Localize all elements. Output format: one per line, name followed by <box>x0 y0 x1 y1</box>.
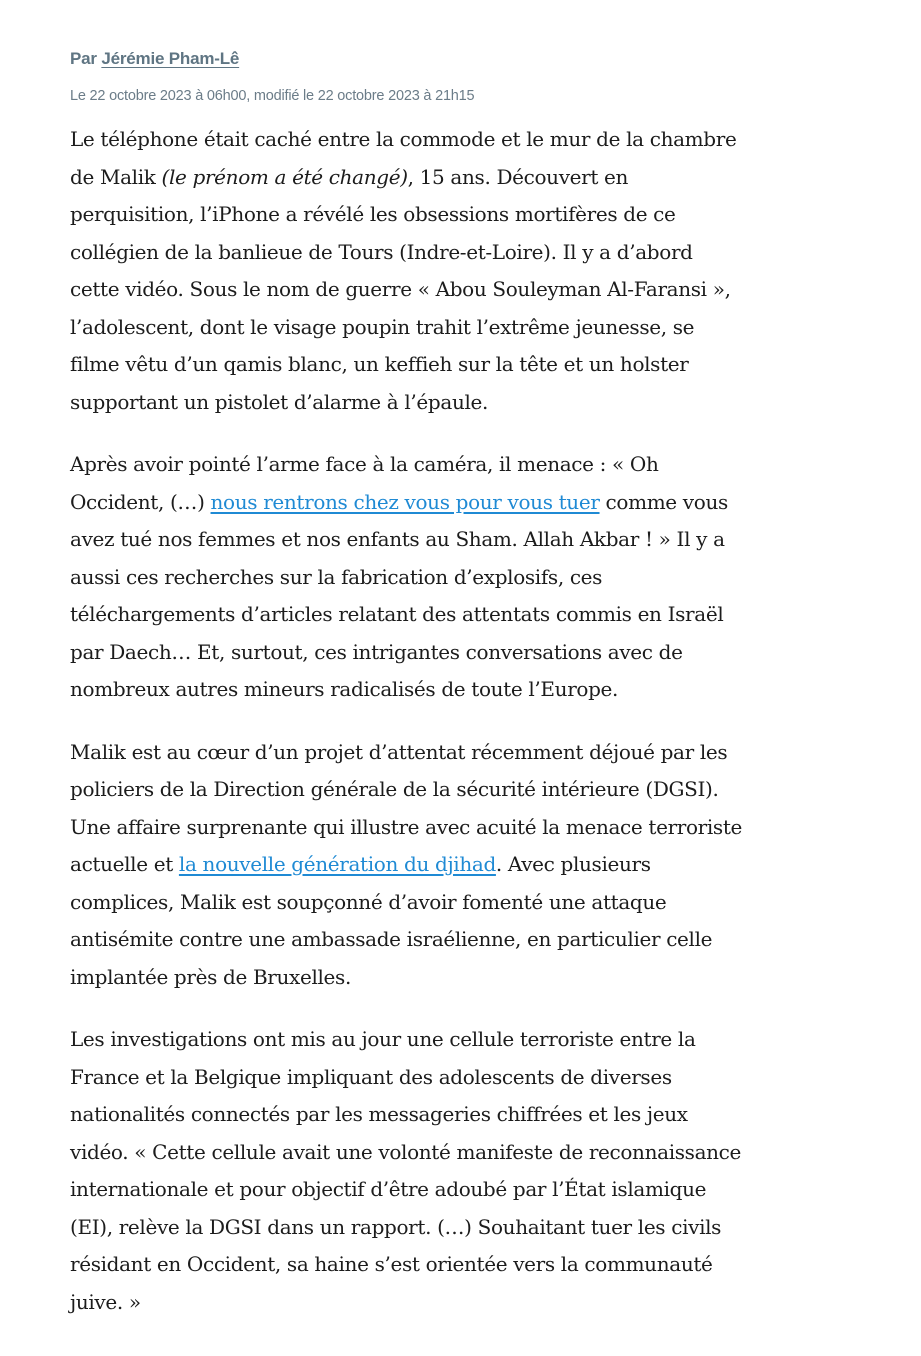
paragraph-line: résidant en Occident, sa haine s’est orientée vers la communauté <box>70 1252 713 1276</box>
paragraph-line: actuelle et <box>70 852 179 876</box>
paragraph-line: nationalités connectés par les messageries chiffrées et les jeux <box>70 1102 688 1126</box>
paragraph-line: antisémite contre une ambassade israélienne, en particulier celle <box>70 927 713 951</box>
paragraph-line: implantée près de Bruxelles. <box>70 964 351 989</box>
article <box>70 44 830 1321</box>
paragraph-line: téléchargements d’articles relatant des attentats commis en Israël <box>70 602 724 626</box>
paragraph-line: Le téléphone était caché entre la commode et le mur de la chambre <box>70 127 737 151</box>
paragraph-line: Les investigations ont mis au jour une cellule terroriste entre la <box>70 1027 696 1051</box>
paragraph-line: Après avoir pointé l’arme face à la caméra, il menace : « Oh <box>70 452 659 476</box>
paragraph-line: Occident, (…) <box>70 489 211 514</box>
article-paragraph-2 <box>70 446 830 709</box>
paragraph-line: filme vêtu d’un qamis blanc, un keffieh sur la tête et un holster <box>70 352 689 376</box>
paragraph-line: par Daech… Et, surtout, ces intrigantes conversations avec de <box>70 639 683 664</box>
paragraph-text: . Avec plusieurs <box>495 852 651 876</box>
paragraph-line: nombreux autres mineurs radicalisés de toute l’Europe. <box>70 677 619 701</box>
paragraph-line: supportant un pistolet d’alarme à l’épaule. <box>70 389 489 414</box>
article-paragraph-4 <box>70 1021 830 1321</box>
paragraph-line: juive. » <box>70 1289 141 1314</box>
article-paragraph-1 <box>70 121 830 421</box>
paragraph-line: Une affaire surprenante qui illustre avec acuité la menace terroriste <box>70 814 743 839</box>
byline <box>70 44 830 74</box>
author-link[interactable]: Jérémie Pham-Lê <box>101 49 240 68</box>
paragraph-line: cette vidéo. Sous le nom de guerre « Abou Souleyman Al-Faransi », <box>70 277 731 301</box>
italic-aside: (le prénom a été changé) <box>161 164 408 189</box>
paragraph-line: internationale et pour objectif d’être adoubé par l’État islamique <box>70 1177 707 1201</box>
paragraph-line: complices, Malik est soupçonné d’avoir fomenté une attaque <box>70 889 667 914</box>
paragraph-line: vidéo. « Cette cellule avait une volonté manifeste de reconnaissance <box>70 1139 742 1164</box>
paragraph-line: Malik est au cœur d’un projet d’attentat récemment déjoué par les <box>70 739 728 764</box>
paragraph-text: , <box>407 164 420 189</box>
article-paragraph-3 <box>70 734 830 997</box>
dateline: Le 22 octobre 2023 à 06h00, modifié le 22 octobre 2023 à 21h15 <box>70 88 475 104</box>
paragraph-text: 15 ans. Découvert en <box>419 164 629 189</box>
paragraph-line: perquisition, l’iPhone a révélé les obsessions mortifères de ce <box>70 202 676 226</box>
paragraph-line: collégien de la banlieue de Tours (Indre-et-Loire). Il y a d’abord <box>70 239 693 264</box>
paragraph-line: policiers de la Direction générale de la sécurité intérieure (DGSI). <box>70 777 719 801</box>
paragraph-line: aussi ces recherches sur la fabrication d’explosifs, ces <box>70 564 603 589</box>
paragraph-line: avez tué nos femmes et nos enfants au Sham. Allah Akbar ! » Il y a <box>70 527 725 551</box>
link-nous-rentrons[interactable]: nous rentrons chez vous pour vous tuer <box>210 489 600 514</box>
paragraph-line: France et la Belgique impliquant des adolescents de diverses <box>70 1064 672 1089</box>
link-nouvelle-generation-djihad[interactable]: la nouvelle génération du djihad <box>178 852 496 876</box>
paragraph-line: (EI), relève la DGSI dans un rapport. (…) Souhaitant tuer les civils <box>70 1214 722 1239</box>
paragraph-line: l’adolescent, dont le visage poupin trahit l’extrême jeunesse, se <box>70 314 695 339</box>
paragraph-text: comme vous <box>599 489 728 514</box>
paragraph-line: de Malik <box>70 164 162 189</box>
byline-prefix: Par <box>70 49 97 68</box>
